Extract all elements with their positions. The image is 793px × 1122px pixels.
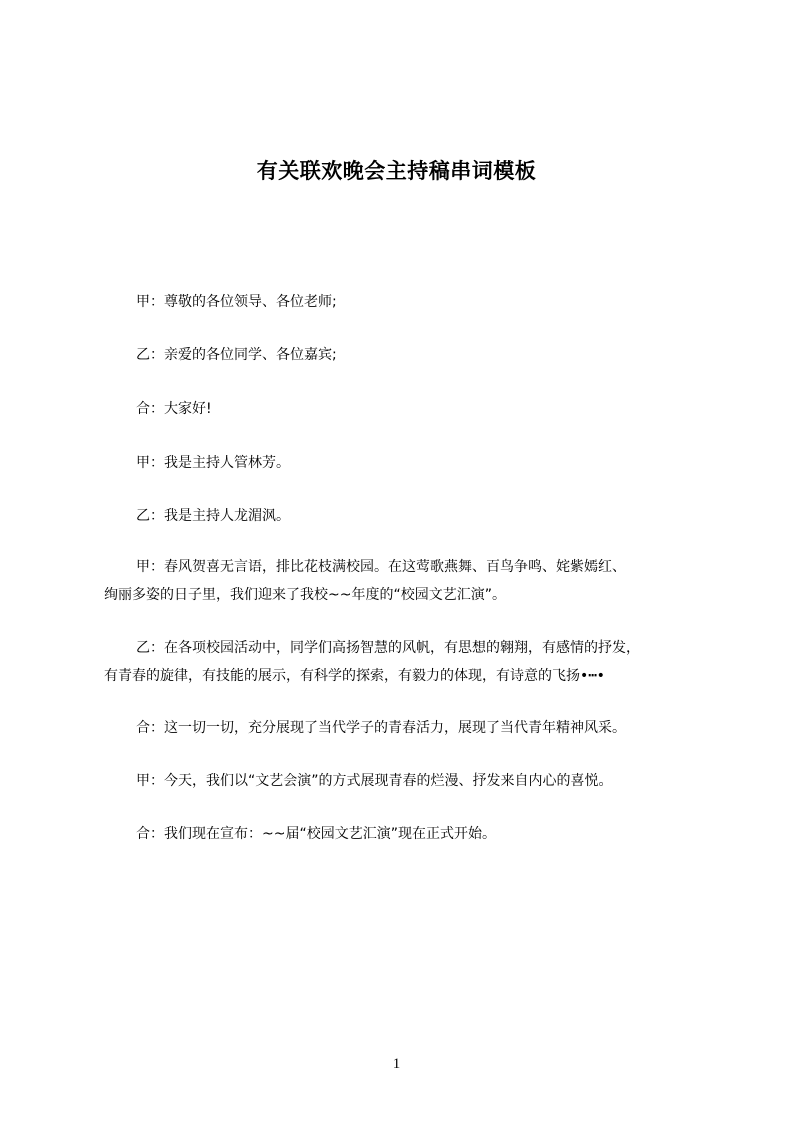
paragraph-10: 合：我们现在宣布：~~届“校园文艺汇演”现在正式开始。 bbox=[136, 826, 496, 842]
paragraph-5: 乙：我是主持人龙湄沨。 bbox=[136, 508, 290, 524]
paragraph-3: 合：大家好! bbox=[136, 401, 212, 417]
paragraph-4: 甲：我是主持人管林芳。 bbox=[136, 455, 290, 471]
paragraph-7-line-1: 乙：在各项校园活动中，同学们高扬智慧的风帆，有思想的翱翔，有感情的抒发， bbox=[136, 640, 640, 656]
paragraph-8: 合：这一切一切，充分展现了当代学子的青春活力，展现了当代青年精神风采。 bbox=[136, 720, 626, 736]
paragraph-9: 甲：今天，我们以“文艺会演”的方式展现青春的烂漫、抒发来自内心的喜悦。 bbox=[136, 773, 613, 789]
paragraph-7 bbox=[104, 634, 696, 690]
paragraph-6-line-1: 甲：春风贺喜无言语，排比花枝满校园。在这莺歌燕舞、百鸟争鸣、姹紫嫣红、 bbox=[136, 559, 626, 575]
paragraph-2: 乙：亲爱的各位同学、各位嘉宾; bbox=[136, 347, 337, 363]
paragraph-1: 甲：尊敬的各位领导、各位老师; bbox=[136, 294, 337, 310]
paragraph-6 bbox=[104, 553, 696, 609]
paragraph-7-line-2: 有青春的旋律，有技能的展示，有科学的探索，有毅力的体现，有诗意的飞扬•┅• bbox=[104, 668, 605, 684]
paragraph-6-line-2: 绚丽多姿的日子里，我们迎来了我校~~年度的“校园文艺汇演”。 bbox=[104, 587, 506, 603]
page-number: 1 bbox=[392, 1056, 401, 1072]
page-title: 有关联欢晚会主持稿串词模板 bbox=[256, 159, 537, 184]
